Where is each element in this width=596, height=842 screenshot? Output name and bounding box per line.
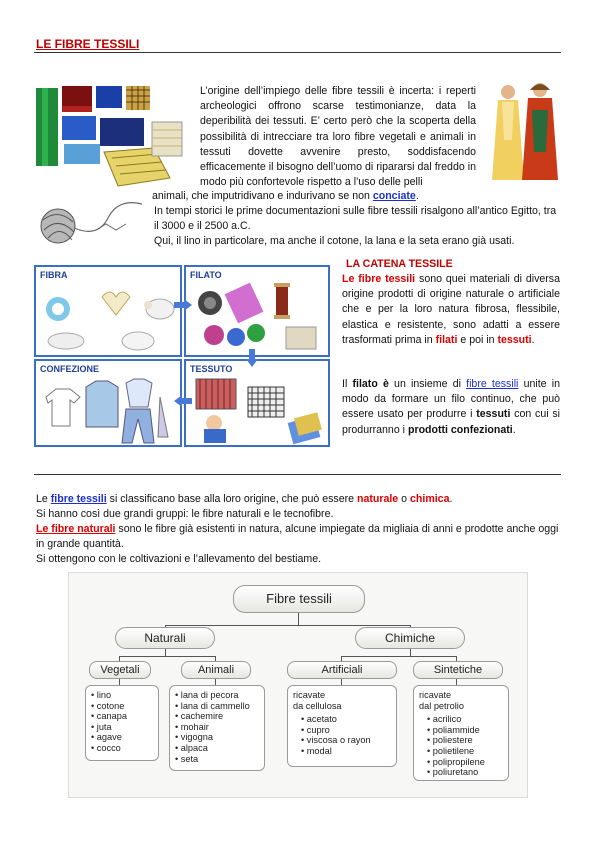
intro-dot: .	[415, 190, 419, 202]
filati-term: filati	[435, 333, 458, 346]
tree-line	[119, 656, 216, 657]
artificiali-intro	[293, 690, 391, 711]
ancient-figures-illustration	[488, 80, 564, 186]
catena-dot-1: .	[531, 333, 535, 346]
tree-root-node: Fibre tessili	[233, 585, 365, 613]
fibre-naturali-term: Le fibre naturali	[36, 523, 116, 535]
fibra-images	[42, 283, 178, 355]
sintetiche-item: • acrilico	[427, 714, 503, 725]
catena-text-5: con cui si produrranno i	[342, 408, 560, 436]
fibre-tessili-link[interactable]: fibre tessili	[466, 378, 519, 390]
artificiali-item: • cupro	[301, 725, 391, 736]
yarn-illustration	[38, 198, 144, 250]
vegetali-node: Vegetali	[89, 661, 151, 679]
fibre-tessili-class-link[interactable]: fibre tessili	[50, 493, 107, 505]
animali-item: • cachemire	[175, 711, 259, 722]
vegetali-list	[91, 690, 153, 754]
catena-text-3: un insieme di	[394, 378, 461, 390]
lino-paragraph: Qui, il lino in particolare, ma anche il cotone, la lana e la seta erano già usati.	[154, 235, 515, 247]
animali-item: • seta	[175, 754, 259, 765]
tessuto-images	[192, 375, 326, 445]
artificiali-item: • modal	[301, 746, 391, 757]
vegetali-item: • lino	[91, 690, 153, 701]
sintetiche-list	[419, 714, 503, 778]
confezione-panel	[34, 359, 182, 447]
catena-paragraph-1	[342, 272, 560, 348]
class-text-3: sono le fibre già esistenti in natura, alcune impiegate da migliaia di anni e prodotte anche oggi in grande quantità.	[36, 523, 559, 550]
fibre-tessili-term: Le fibre tessili	[342, 273, 416, 285]
artificiali-intro-line: da cellulosa	[293, 700, 342, 711]
tessuti-bold-term: tessuti	[476, 408, 511, 421]
animali-node: Animali	[181, 661, 251, 679]
prodotti-confezionati-term: prodotti confezionati	[407, 423, 513, 436]
catena-heading: LA CATENA TESSILE	[346, 258, 453, 270]
fibra-panel	[34, 265, 182, 357]
catena-paragraph-2	[342, 377, 560, 438]
chimica-term: chimica	[410, 493, 450, 505]
vegetali-item: • cocco	[91, 743, 153, 754]
vegetali-item: • juta	[91, 722, 153, 733]
classification-line-3	[36, 522, 560, 552]
page-title: LE FIBRE TESSILI	[36, 37, 140, 51]
textile-chain-diagram	[34, 265, 330, 447]
class-text-1: si classificano base alla loro origine, che può essere	[109, 493, 355, 505]
filato-label: FILATO	[190, 270, 222, 280]
animali-list	[175, 690, 259, 764]
vegetali-item: • cotone	[91, 701, 153, 712]
catena-text-1: sono quei materiali di diversa origine prodotti di origine naturale o artificiale che e per la loro natura fibrosa, flessibile, elastica e resistente, sono adatti a essere trasformati prima in	[342, 273, 560, 346]
intro-paragraph: L’origine dell’impiego delle fibre tessili è incerta: i reperti archeologici offrono scarse testimonianze, data la deperibilità dei tessuti. E’ certo però che la scoperta della possibilità di intrecciare tra loro fibre vegetali e animali in tessuti dovette avvenire presto, soddisfacendo efficacemente il bisogno dell’uomo di ripararsi dal freddo in modo più confortevole rispetto a l’uso delle pelli	[200, 85, 476, 189]
tree-line	[341, 656, 457, 657]
confezione-label: CONFEZIONE	[40, 364, 100, 374]
naturali-node: Naturali	[115, 627, 215, 649]
confezione-images	[42, 377, 178, 445]
tree-line	[298, 613, 299, 625]
section-rule	[34, 474, 561, 475]
catena-dot-2: .	[512, 423, 516, 436]
animali-item: • lana di cammello	[175, 701, 259, 712]
arrow-fibra-filato	[174, 299, 192, 311]
tessuto-panel	[184, 359, 330, 447]
sintetiche-intro-line: dal petrolio	[419, 700, 464, 711]
artificiali-list-box	[287, 685, 397, 767]
classification-line-1	[36, 492, 560, 507]
animali-item: • lana di pecora	[175, 690, 259, 701]
tree-line	[165, 625, 411, 626]
catena-text-4: unite in modo da formare un filo continuo, che può essere usato per produrre i	[342, 378, 560, 421]
title-rule	[34, 52, 561, 53]
chimiche-node: Chimiche	[355, 627, 465, 649]
catena-text-2: e poi in	[460, 333, 495, 346]
sintetiche-item: • poliestere	[427, 735, 503, 746]
arrow-filato-tessuto	[246, 349, 258, 367]
artificiali-item: • acetato	[301, 714, 391, 725]
class-le: Le	[36, 493, 48, 505]
animali-item: • alpaca	[175, 743, 259, 754]
catena-il: Il	[342, 378, 348, 390]
sintetiche-node: Sintetiche	[413, 661, 503, 679]
filato-panel	[184, 265, 330, 357]
intro-paragraph-end	[152, 189, 419, 204]
tessuti-term: tessuti	[497, 333, 532, 346]
tree-line	[165, 649, 166, 656]
classification-line-4: Si ottengono con le coltivazioni e l’allevamento del bestiame.	[36, 553, 322, 565]
vegetali-list-box	[85, 685, 159, 761]
fibre-classification-tree	[68, 572, 528, 798]
conciate-link[interactable]: conciate	[372, 190, 416, 202]
filato-term: filato è	[352, 378, 389, 390]
egypt-paragraph: In tempi storici le prime documentazioni sulle fibre tessili risalgono all’antico Egitto, tra il 3000 e il 2500 a.C.	[154, 205, 557, 232]
sintetiche-list-box	[413, 685, 509, 781]
vegetali-item: • canapa	[91, 711, 153, 722]
fibra-label: FIBRA	[40, 270, 68, 280]
fabrics-illustration	[34, 82, 194, 192]
tree-line	[410, 649, 411, 656]
artificiali-node: Artificiali	[287, 661, 397, 679]
vegetali-item: • agave	[91, 732, 153, 743]
class-o: o	[401, 493, 408, 505]
artificiali-list	[293, 714, 391, 756]
sintetiche-item: • polietilene	[427, 746, 503, 757]
sintetiche-item: • poliuretano	[427, 767, 503, 778]
sintetiche-item: • polipropilene	[427, 757, 503, 768]
animali-item: • vigogna	[175, 732, 259, 743]
class-dot: .	[449, 493, 453, 505]
intro-text-end: animali, che imputridivano e indurivano se non	[152, 190, 370, 202]
animali-item: • mohair	[175, 722, 259, 733]
tessuto-label: TESSUTO	[190, 364, 233, 374]
artificiali-item: • viscosa o rayon	[301, 735, 391, 746]
naturale-term: naturale	[356, 493, 399, 505]
sintetiche-item: • poliammide	[427, 725, 503, 736]
filato-images	[194, 281, 326, 355]
artificiali-intro-line: ricavate	[293, 690, 326, 700]
classification-line-2: Si hanno così due grandi gruppi: le fibre naturali e le tecnofibre.	[36, 508, 334, 520]
sintetiche-intro	[419, 690, 503, 711]
sintetiche-intro-line: ricavate	[419, 690, 452, 700]
animali-list-box	[169, 685, 265, 771]
arrow-tessuto-confezione	[174, 395, 192, 407]
